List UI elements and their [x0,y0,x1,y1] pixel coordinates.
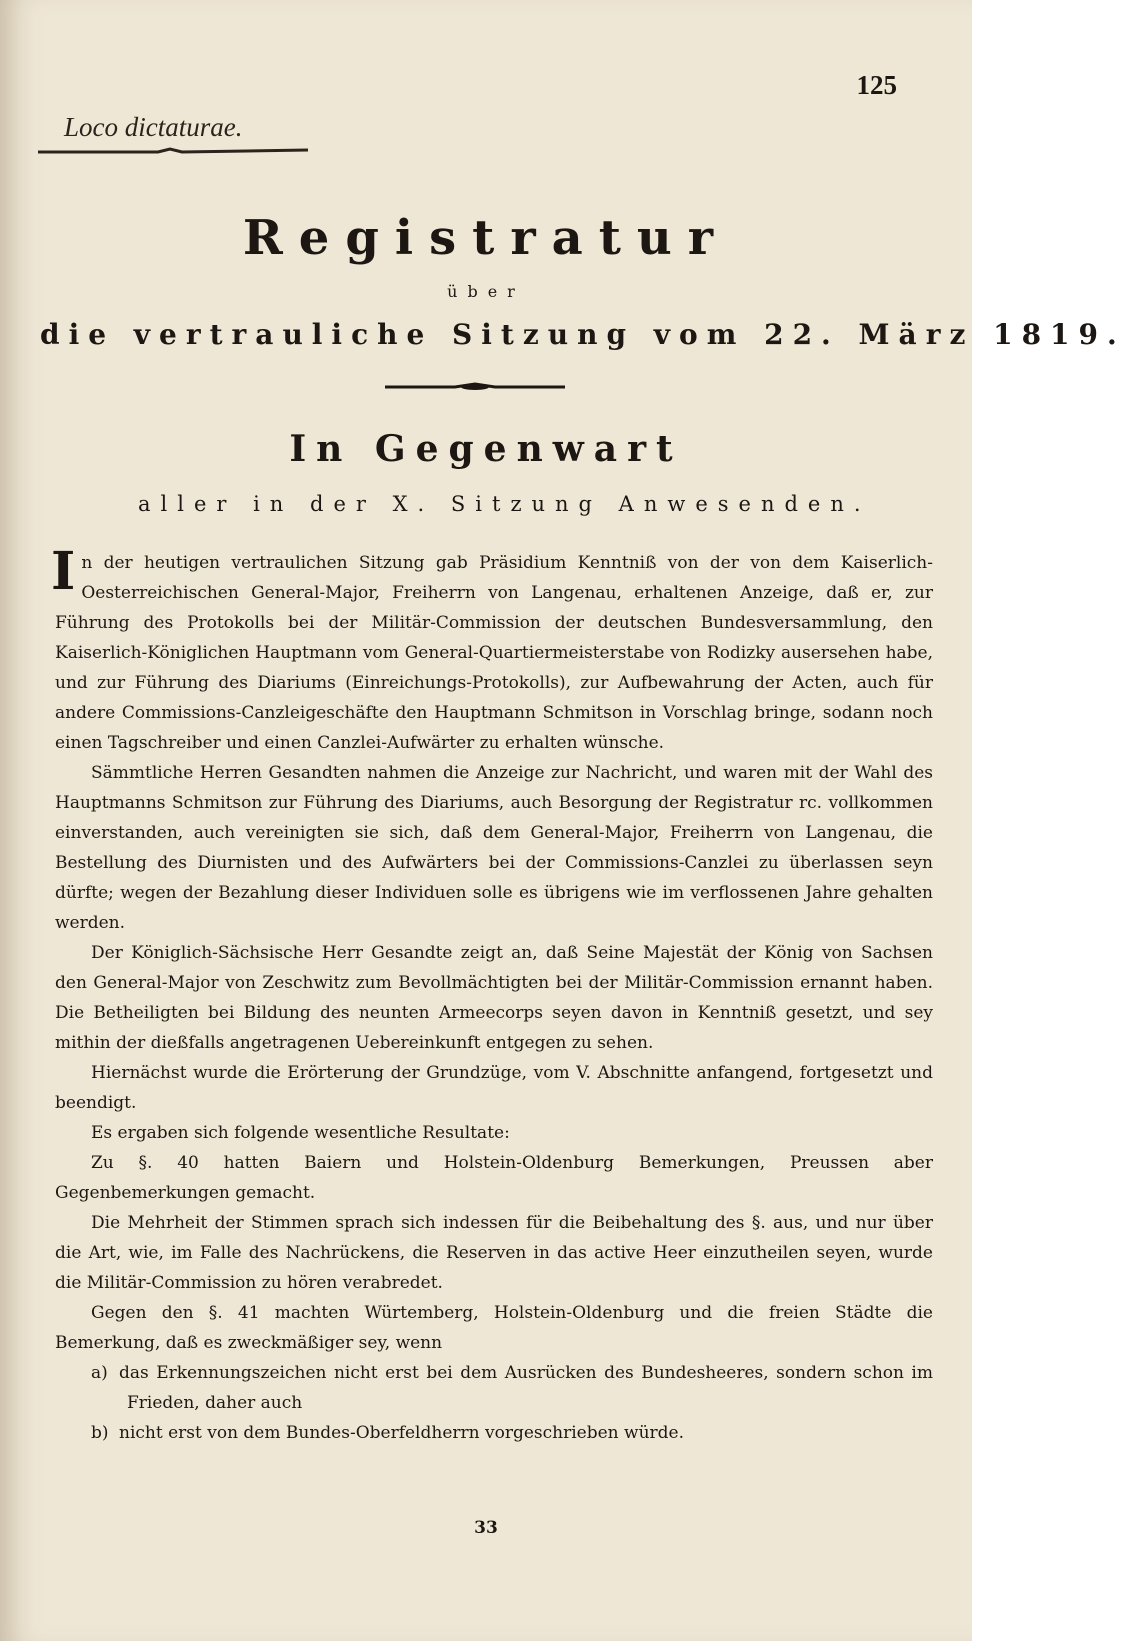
attendance-heading: In Gegenwart [289,428,683,470]
page-number: 125 [856,70,897,100]
list-item-a-text: das Erkennungszeichen nicht erst bei dem Ausrücken des Bundesheeres, sondern schon im Frieden, daher auch [119,1363,933,1413]
paragraph-5: Es ergaben sich folgende wesentliche Resultate: [91,1123,510,1143]
list-item-a-label: a) [91,1363,108,1383]
paragraph-1-text: n der heutigen vertraulichen Sitzung gab Präsidium Kenntniß von der von dem Kaiserlich-Oesterreichischen General-Major, Freiherrn von Langenau, erhaltenen Anzeige, daß er, zur Führung des Protokolls bei der Militär-Commission der deutschen Bundesversammlung, den Kaiserlich-Königlichen Hauptmann vom General-Quartiermeisterstabe von Rodizky ausersehen habe, und zur Führung des Diariums (Einreichungs-Protokolls), zur Aufbewahrung der Acten, auch für andere Commissions-Canzleigeschäfte den Hauptmann Schmitson in Vorschlag bringe, sodann noch einen Tagschreiber und einen Canzlei-Aufwärter zu erhalten wünsche. [55,553,933,753]
paragraph-3: Der Königlich-Sächsische Herr Gesandte zeigt an, daß Seine Majestät der König von Sachsen den General-Major von Zeschwitz zum Bevollmächtigten bei der Militär-Commission ernannt haben. Die Betheiligten bei Bildung des neunten Armeecorps seyen davon in Kenntniß gesetzt, und sey mithin der dießfalls angetragenen Uebereinkunft entgegen zu sehen. [55,943,933,1053]
signature-mark: 33 [474,1518,498,1538]
document-subtitle: die vertrauliche Sitzung vom 22. März 1819. [40,318,1126,351]
paragraph-7: Die Mehrheit der Stimmen sprach sich indessen für die Beibehaltung des §. aus, und nur über die Art, wie, im Falle des Nachrückens, die Reserven in das active Heer einzutheilen seyen, wurde die Militär-Commission zu hören verabredet. [55,1213,933,1293]
paragraph-8: Gegen den §. 41 machten Würtemberg, Holstein-Oldenburg und die freien Städte die Bemerkung, daß es zweckmäßiger sey, wenn [55,1303,933,1353]
paragraph-2: Sämmtliche Herren Gesandten nahmen die Anzeige zur Nachricht, und waren mit der Wahl des Hauptmanns Schmitson zur Führung des Diariums, auch Besorgung der Registratur rc. vollkommen einverstanden, auch vereinigten sie sich, daß dem General-Major, Freiherrn von Langenau, die Bestellung des Diurnisten und des Aufwärters bei der Commissions-Canzlei zu überlassen seyn dürfte; wegen der Bezahlung dieser Individuen solle es übrigens wie im verflossenen Jahre gehalten werden. [55,763,933,933]
document-title: Registratur [242,210,730,266]
minutes-body [51,541,933,1448]
paragraph-1 [51,541,933,758]
list-item-b-text: nicht erst von dem Bundes-Oberfeldherrn vorgeschrieben würde. [119,1423,684,1443]
drop-initial: I [51,541,76,602]
title-connector: über [447,282,525,301]
list-item-b-label: b) [91,1423,109,1443]
loco-dictaturae-note: Loco dictaturae. [64,112,243,142]
paragraph-6: Zu §. 40 hatten Baiern und Holstein-Oldenburg Bemerkungen, Preussen aber Gegenbemerkungen gemacht. [55,1153,933,1203]
paragraph-4: Hiernächst wurde die Erörterung der Grundzüge, vom V. Abschnitte anfangend, fortgesetzt und beendigt. [55,1063,933,1113]
ornamental-rule [385,384,565,390]
list-item-b [55,1418,933,1448]
attendance-line: aller in der X. Sitzung Anwesenden. [138,492,871,516]
loco-underline [38,148,308,156]
list-item-a [55,1358,933,1418]
